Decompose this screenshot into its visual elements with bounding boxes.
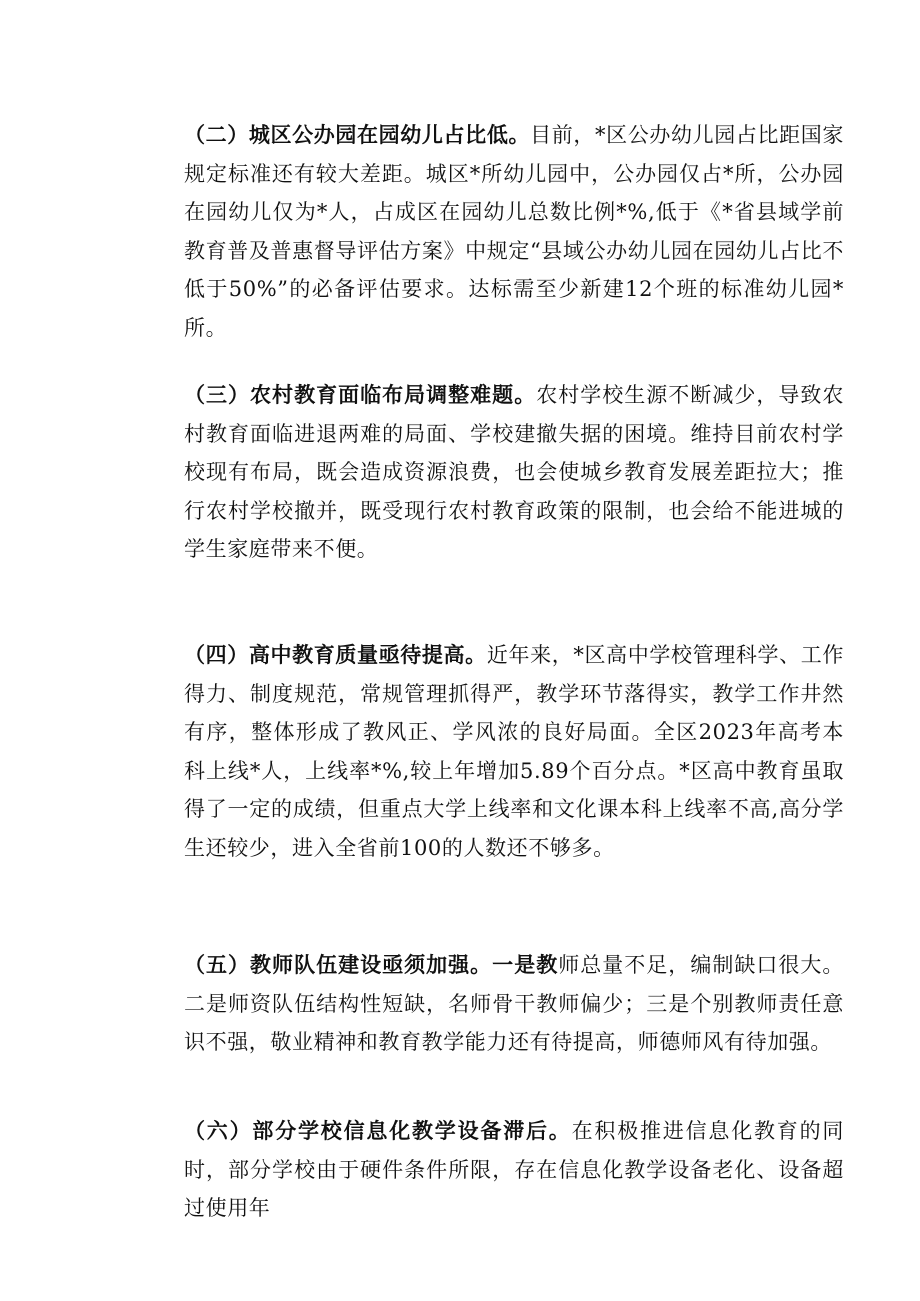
- section-4-body: 近年来，*区高中学校管理科学、工作得力、制度规范，常规管理抓得严，教学环节落得实，教学工作井然有序，整体形成了教风正、学风浓的良好局面。全区2023年高考本科上线*人，上线率*%,较上年增加5.89个百分点。*区高中教育虽取得了一定的成绩，但重点大学上线率和文化课本科上线率不高,高分学生还较少，进入全省前100的人数还不够多。: [184, 643, 845, 860]
- section-4-heading: （四）高中教育质量亟待提高。: [184, 642, 487, 667]
- section-5-heading: （五）教师队伍建设亟须加强。一是教: [184, 952, 559, 977]
- section-3-body: 农村学校生源不断减少，导致农村教育面临进退两难的局面、学校建撤失据的困境。维持目前农村学校现有布局，既会造成资源浪费，也会使城乡教育发展差距拉大；推行农村学校撤并，既受现行农村教育政策的限制，也会给不能进城的学生家庭带来不便。: [184, 383, 844, 561]
- section-5: [136, 946, 844, 1062]
- section-3: [136, 376, 844, 569]
- section-4: [136, 636, 844, 867]
- section-2-body: 目前，*区公办幼儿园占比距国家规定标准还有较大差距。城区*所幼儿园中，公办园仅占*所，公办园在园幼儿仅为*人，占成区在园幼儿总数比例*%,低于《*省县域学前教育普及普惠督导评估方案》中规定“县域公办幼儿园在园幼儿占比不低于50%”的必备评估要求。达标需至少新建12个班的标准幼儿园*所。: [184, 123, 844, 340]
- section-3-heading: （三）农村教育面临布局调整难题。: [184, 382, 537, 407]
- section-6: [136, 1112, 844, 1228]
- section-2-heading: （二）城区公办园在园幼儿占比低。: [184, 122, 531, 147]
- section-2: [136, 116, 844, 347]
- section-6-heading: （六）部分学校信息化教学设备滞后。: [184, 1118, 572, 1143]
- section-6-body: 在积极推进信息化教育的同时，部分学校由于硬件条件所限，存在信息化教学设备老化、设备超过使用年: [184, 1119, 845, 1220]
- section-5-body: 师总量不足，编制缺口很大。二是师资队伍结构性短缺，名师骨干教师偏少；三是个别教师责任意识不强，敬业精神和教育教学能力还有待提高，师德师风有待加强。: [184, 953, 844, 1054]
